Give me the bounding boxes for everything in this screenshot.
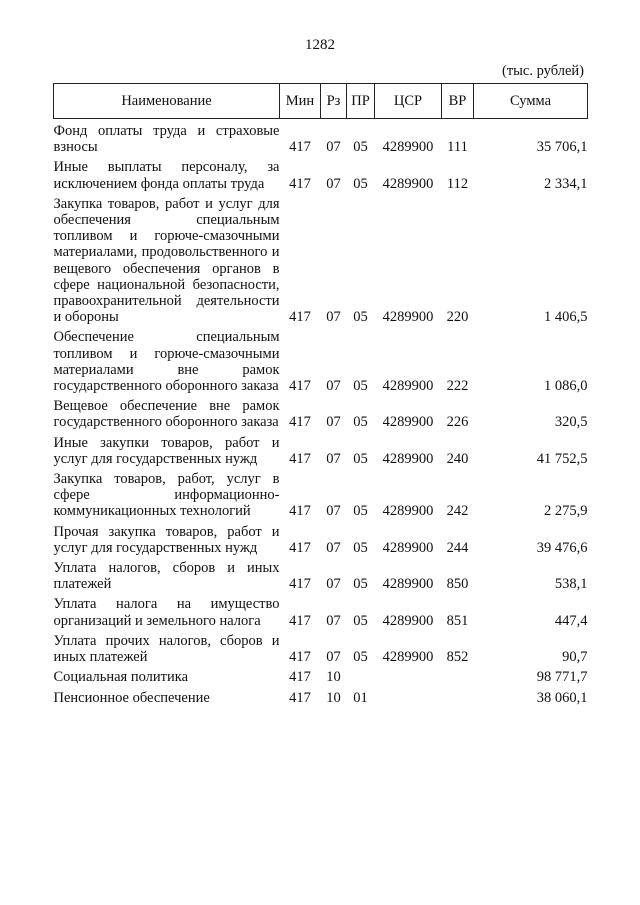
- row-rz: 10: [326, 689, 341, 706]
- row-min: 417: [289, 450, 311, 467]
- row-min: 417: [289, 649, 311, 666]
- table-row: [54, 520, 588, 556]
- row-vr: 850: [446, 576, 469, 593]
- row-sum: 90,7: [562, 649, 588, 666]
- row-name: Иные выплаты персоналу, за исключением фонда оплаты труда: [53, 159, 280, 192]
- row-min: 417: [289, 139, 311, 156]
- row-vr: 112: [446, 175, 469, 192]
- row-rz: 07: [326, 309, 341, 326]
- row-rz: 07: [326, 175, 341, 192]
- table-row: [54, 119, 588, 156]
- row-sum: 320,5: [554, 414, 588, 431]
- row-pr: 05: [353, 175, 368, 192]
- row-csr: 4289900: [382, 649, 434, 666]
- row-name: Закупка товаров, работ и услуг для обеспечения специальным топливом и горюче-смазочными материалами, продовольственного и вещевого обеспечения органов в сфере национальной безопасности, правоохранительной деятельности и обороны: [53, 195, 280, 326]
- row-pr: 05: [353, 414, 368, 431]
- row-name: Социальная политика: [53, 669, 189, 686]
- table-row: [54, 592, 588, 628]
- row-min: 417: [289, 669, 311, 686]
- row-min: 417: [289, 378, 311, 395]
- table-row: [54, 394, 588, 430]
- row-pr: [347, 665, 375, 685]
- row-vr: [442, 665, 474, 685]
- table-row: [54, 686, 588, 706]
- row-csr: 4289900: [382, 450, 434, 467]
- row-csr: 4289900: [382, 378, 434, 395]
- row-sum: 1 406,5: [544, 309, 588, 326]
- row-vr: [442, 686, 474, 706]
- row-name: Прочая закупка товаров, работ и услуг для государственных нужд: [53, 523, 280, 556]
- row-min: 417: [289, 503, 311, 520]
- row-rz: 07: [326, 612, 341, 629]
- table-row: [54, 325, 588, 394]
- row-rz: 07: [326, 649, 341, 666]
- row-rz: 07: [326, 539, 341, 556]
- header-csr: ЦСР: [375, 84, 442, 119]
- row-sum: 38 060,1: [536, 689, 588, 706]
- row-vr: 244: [446, 539, 469, 556]
- row-sum: 2 275,9: [544, 503, 588, 520]
- header-name: Наименование: [54, 84, 280, 119]
- row-pr: 05: [353, 503, 368, 520]
- row-csr: 4289900: [382, 414, 434, 431]
- row-name: Фонд оплаты труда и страховые взносы: [53, 123, 280, 156]
- table-row: [54, 431, 588, 467]
- row-pr: 05: [353, 378, 368, 395]
- row-pr: 05: [353, 309, 368, 326]
- row-min: 417: [289, 414, 311, 431]
- row-pr: 05: [353, 612, 368, 629]
- table-row: [54, 629, 588, 665]
- row-rz: 07: [326, 503, 341, 520]
- units-label: (тыс. рублей): [502, 63, 584, 79]
- row-sum: 2 334,1: [544, 175, 588, 192]
- row-rz: 07: [326, 378, 341, 395]
- row-vr: 220: [446, 309, 469, 326]
- row-min: 417: [289, 539, 311, 556]
- row-vr: 240: [446, 450, 469, 467]
- row-vr: 242: [446, 503, 469, 520]
- row-sum: 1 086,0: [544, 378, 588, 395]
- row-csr: [375, 686, 442, 706]
- row-sum: 41 752,5: [536, 450, 588, 467]
- row-pr: 05: [353, 139, 368, 156]
- row-csr: [375, 665, 442, 685]
- table-row: [54, 467, 588, 520]
- row-pr: 05: [353, 539, 368, 556]
- row-name: Уплата налогов, сборов и иных платежей: [53, 560, 280, 593]
- row-sum: 39 476,6: [536, 539, 588, 556]
- row-rz: 07: [326, 414, 341, 431]
- row-csr: 4289900: [382, 576, 434, 593]
- row-csr: 4289900: [382, 539, 434, 556]
- row-min: 417: [289, 175, 311, 192]
- table-row: [54, 192, 588, 326]
- row-name: Пенсионное обеспечение: [53, 689, 210, 706]
- header-vr: ВР: [442, 84, 474, 119]
- row-pr: 05: [353, 450, 368, 467]
- row-vr: 111: [447, 139, 468, 156]
- header-min: Мин: [280, 84, 321, 119]
- row-rz: 07: [326, 576, 341, 593]
- row-vr: 226: [446, 414, 469, 431]
- row-csr: 4289900: [382, 309, 434, 326]
- table-row: [54, 665, 588, 685]
- row-sum: 98 771,7: [536, 669, 588, 686]
- row-sum: 35 706,1: [536, 139, 588, 156]
- row-name: Уплата налога на имущество организаций и земельного налога: [53, 596, 280, 629]
- row-csr: 4289900: [382, 612, 434, 629]
- table-row: [54, 556, 588, 592]
- row-vr: 851: [446, 612, 469, 629]
- row-min: 417: [289, 689, 311, 706]
- row-csr: 4289900: [382, 503, 434, 520]
- row-name: Закупка товаров, работ, услуг в сфере информационно-коммуникационных технологий: [53, 471, 280, 520]
- row-min: 417: [289, 309, 311, 326]
- table-header-row: [54, 84, 588, 119]
- row-rz: 07: [326, 450, 341, 467]
- row-name: Вещевое обеспечение вне рамок государственного оборонного заказа: [53, 398, 280, 431]
- row-name: Иные закупки товаров, работ и услуг для государственных нужд: [53, 434, 280, 467]
- row-vr: 852: [446, 649, 469, 666]
- row-pr: 05: [353, 649, 368, 666]
- row-vr: 222: [446, 378, 469, 395]
- row-name: Уплата прочих налогов, сборов и иных платежей: [53, 632, 280, 666]
- row-name: Обеспечение специальным топливом и горюче-смазочными материалами вне рамок государственного оборонного заказа: [53, 329, 280, 395]
- row-min: 417: [289, 576, 311, 593]
- row-rz: 10: [326, 669, 341, 686]
- row-csr: 4289900: [382, 139, 434, 156]
- budget-table: [53, 83, 588, 706]
- row-sum: 447,4: [554, 612, 588, 629]
- row-sum: 538,1: [554, 576, 588, 593]
- row-rz: 07: [326, 139, 341, 156]
- table-row: [54, 155, 588, 191]
- row-pr: 05: [353, 576, 368, 593]
- header-sum: Сумма: [474, 84, 588, 119]
- header-rz: Рз: [321, 84, 347, 119]
- row-csr: 4289900: [382, 175, 434, 192]
- row-pr: 01: [353, 689, 368, 706]
- header-pr: ПР: [347, 84, 375, 119]
- page-number: 1282: [305, 37, 335, 53]
- row-min: 417: [289, 612, 311, 629]
